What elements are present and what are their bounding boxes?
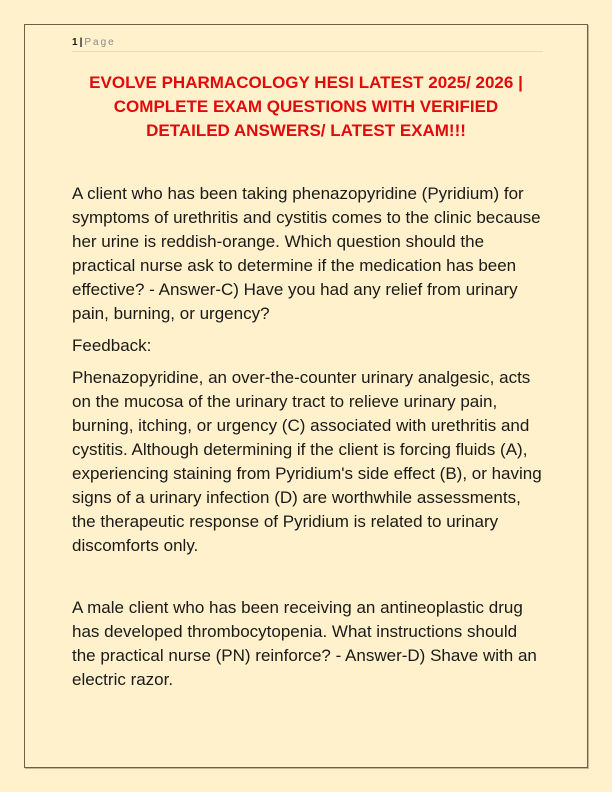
- question-2-text: A male client who has been receiving an antineoplastic drug has developed thrombocytopenia. What instructions should the practical nurse (PN) reinforce? - Answer-D) Shave with an electric razor.: [72, 598, 537, 689]
- page-separator: |: [79, 37, 83, 48]
- document-title: [60, 71, 552, 143]
- page-label: Page: [84, 37, 116, 48]
- feedback-label: Feedback:: [72, 336, 152, 355]
- title-line-2: COMPLETE EXAM QUESTIONS WITH VERIFIED: [113, 97, 499, 116]
- title-line-1: EVOLVE PHARMACOLOGY HESI LATEST 2025/ 2026 |: [89, 73, 523, 92]
- page-number: 1: [72, 37, 78, 48]
- page-header: [72, 36, 543, 52]
- question-1-text: A client who has been taking phenazopyridine (Pyridium) for symptoms of urethritis and cystitis comes to the clinic because her urine is reddish-orange. Which question should the practical nurse ask to determine if the medication has been effective? - Answer-C) Have you had any relief from urinary pain, burning, or urgency?: [72, 184, 541, 323]
- document-body: [72, 182, 544, 692]
- title-line-3: DETAILED ANSWERS/ LATEST EXAM!!!: [146, 121, 466, 140]
- feedback-text: Phenazopyridine, an over-the-counter urinary analgesic, acts on the mucosa of the urinary tract to relieve urinary pain, burning, itching, or urgency (C) associated with urethritis and cystitis. Although determining if the client is forcing fluids (A), experiencing staining from Pyridium's side effect (B), or having signs of a urinary infection (D) are worthwhile assessments, the therapeutic response of Pyridium is related to urinary discomforts only.: [72, 368, 542, 555]
